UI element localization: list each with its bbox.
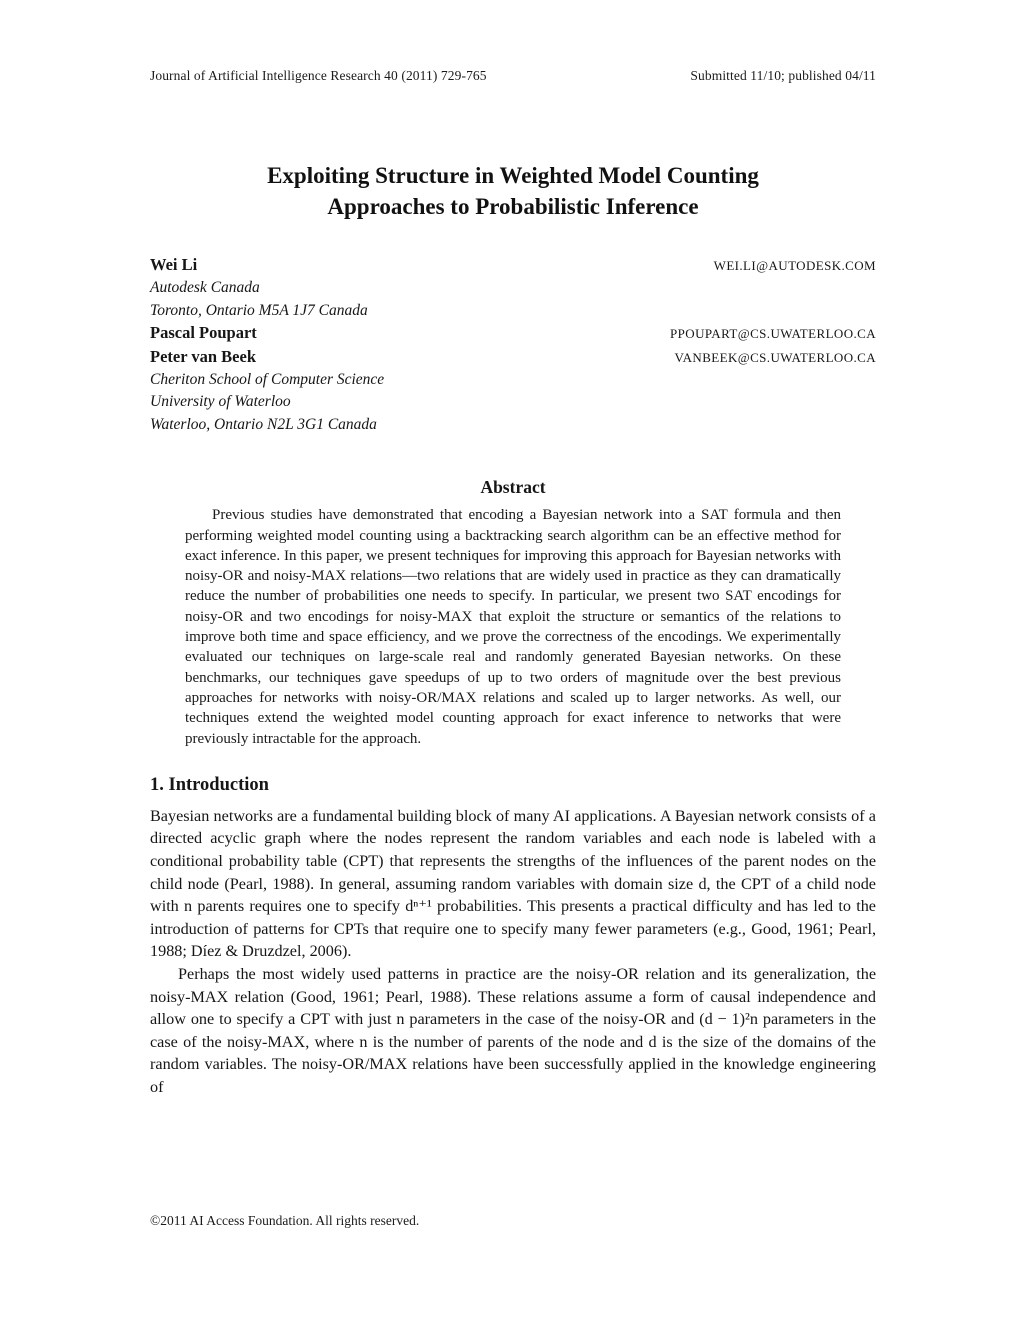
submission-dates: Submitted 11/10; published 04/11 [690, 68, 876, 83]
copyright-notice: ©2011 AI Access Foundation. All rights reserved. [150, 1213, 420, 1228]
paper-title [150, 160, 876, 222]
intro-paragraph-2: Perhaps the most widely used patterns in practice are the noisy-OR relation and its generalization, the noisy-MAX relation (Good, 1961; Pearl, 1988). These relations assume a form of causal independence and allow one to specify a CPT with just n parameters in the case of the noisy-OR and (d − 1)²n parameters in the case of the noisy-MAX, where n is the number of parents of the node and d is the size of the domains of the random variables. The noisy-OR/MAX relations have been successfully applied in the knowledge engineering of [150, 964, 876, 1096]
author-email: VANBEEK@CS.UWATERLOO.CA [674, 349, 876, 365]
author-row [150, 346, 876, 369]
running-header [150, 68, 876, 84]
author-row [150, 322, 876, 345]
section-heading-introduction: 1. Introduction [150, 774, 269, 795]
author-row [150, 254, 876, 277]
author-name: Wei Li [150, 255, 198, 274]
author-affiliation: Toronto, Ontario M5A 1J7 Canada [150, 301, 368, 319]
author-name: Peter van Beek [150, 346, 257, 366]
page-content [150, 0, 876, 1099]
author-email: WEI.LI@AUTODESK.COM [713, 258, 876, 273]
abstract-heading: Abstract [480, 477, 546, 498]
intro-paragraph-1: Bayesian networks are a fundamental building block of many AI applications. A Bayesian network consists of a directed acyclic graph where the nodes represent the random variables and each node is labeled with a conditional probability table (CPT) that represents the strengths of the influences of the parent nodes on the child node (Pearl, 1988). In general, assuming random variables with domain size d, the CPT of a child node with n parents requires one to specify dⁿ⁺¹ probabilities. This presents a practical difficulty and has led to the introduction of patterns for CPTs that require one to specify many fewer parameters (e.g., Good, 1961; Pearl, 1988; Díez & Druzdzel, 2006). [150, 806, 876, 961]
author-affiliation: Autodesk Canada [150, 279, 260, 297]
author-affiliation: Waterloo, Ontario N2L 3G1 Canada [150, 415, 377, 433]
abstract-paragraph: Previous studies have demonstrated that encoding a Bayesian network into a SAT formula and then performing weighted model counting using a backtracking search algorithm can be an effective method for exact inference. In this paper, we present techniques for improving this approach for Bayesian networks with noisy-OR and noisy-MAX relations—two relations that are widely used in practice as they can dramatically reduce the number of probabilities one needs to specify. In particular, we present two SAT encodings for noisy-OR and two encodings for noisy-MAX that exploit the structure or semantics of the relations to improve both time and space efficiency, and we prove the correctness of the encodings. We experimentally evaluated our techniques on large-scale real and randomly generated Bayesian networks. On these benchmarks, our techniques gave speedups of up to two orders of magnitude over the best previous approaches for networks with noisy-OR/MAX relations and scaled up to larger networks. As well, our techniques extend the weighted model counting approach for exact inference to networks that were previously intractable for the approach. [185, 507, 841, 747]
abstract-text [185, 505, 841, 749]
author-email: PPOUPART@CS.UWATERLOO.CA [670, 326, 876, 342]
journal-citation: Journal of Artificial Intelligence Research 40 (2011) 729-765 [150, 68, 487, 83]
paper-title-line1: Exploiting Structure in Weighted Model Counting [267, 163, 759, 188]
author-affiliation: Cheriton School of Computer Science [150, 371, 385, 389]
author-block [150, 254, 876, 436]
author-name: Pascal Poupart [150, 323, 257, 343]
author-affiliation: University of Waterloo [150, 393, 291, 411]
paper-title-line2: Approaches to Probabilistic Inference [327, 194, 699, 219]
